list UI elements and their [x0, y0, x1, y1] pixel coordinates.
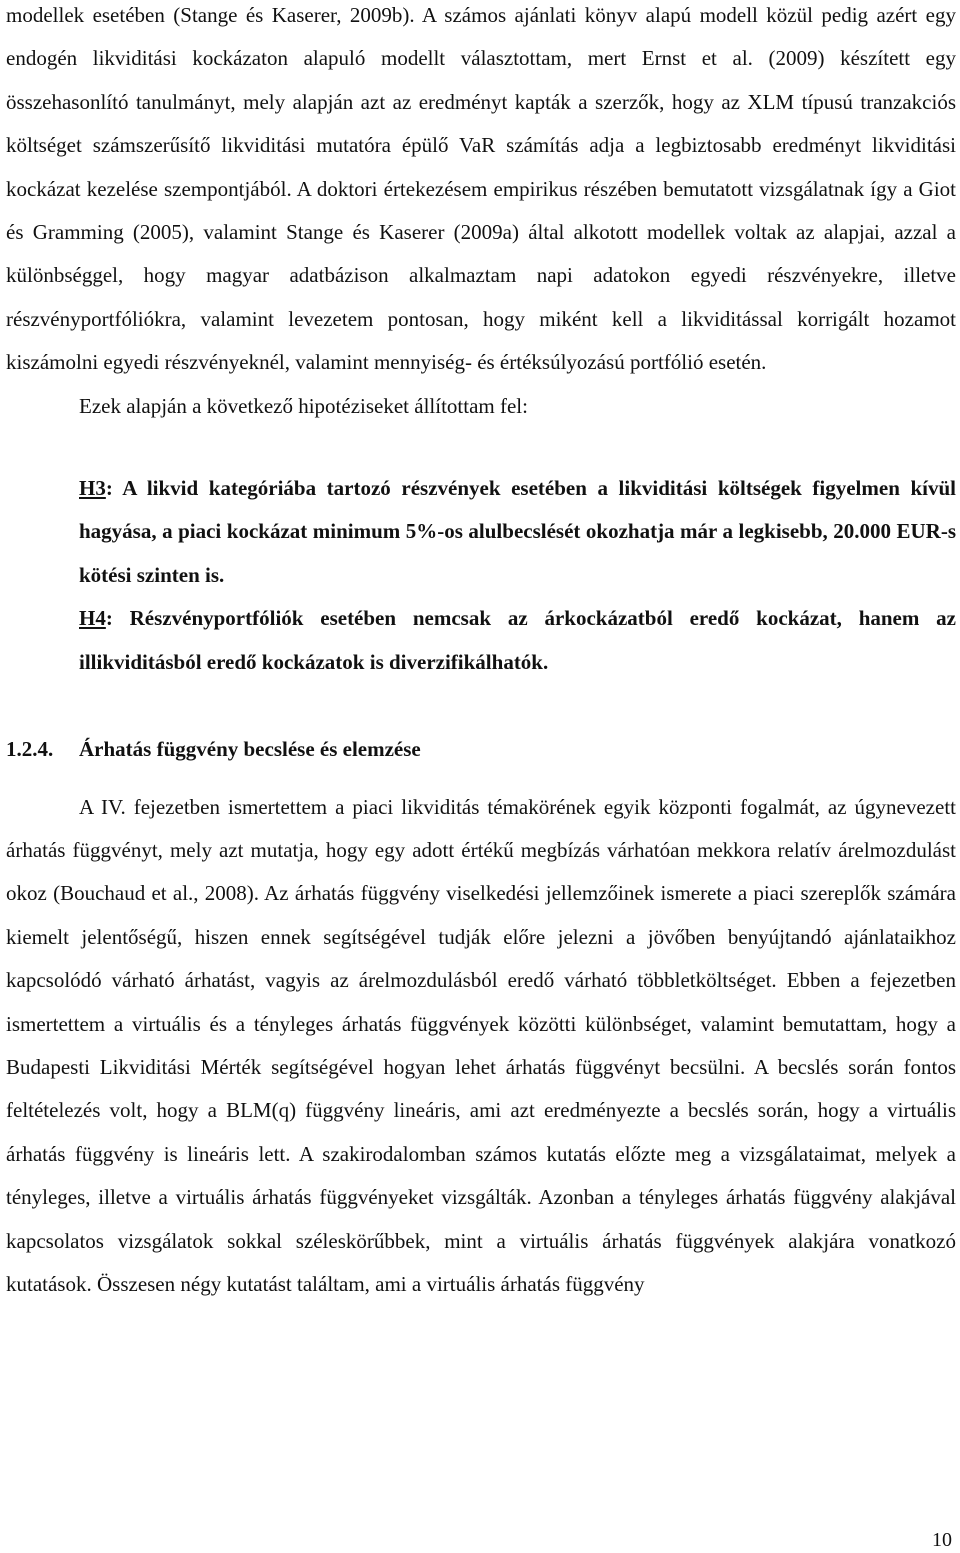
document-page: [6, 0, 956, 1306]
intro-paragraph: modellek esetében (Stange és Kaserer, 2009b). A számos ajánlati könyv alapú modell közül pedig azért egy endogén likviditási kockázaton alapuló modellt választottam, mert Ernst et al. (2009) készített egy összehasonlító tanulmányt, mely alapján azt az eredményt kapták a szerzők, hogy az XLM típusú tranzakciós költséget számszerűsítő likviditási mutatóra épülő VaR számítás adja a legbiztosabb eredményt likviditási kockázat kezelése szempontjából. A doktori értekezésem empirikus részében bemutatott vizsgálatnak így a Giot és Gramming (2005), valamint Stange és Kaserer (2009a) által alkotott modellek voltak az alapjai, azzal a különbséggel, hogy magyar adatbázison alkalmaztam napi adatokon egyedi részvényekre, illetve részvényportfóliókra, valamint levezetem pontosan, hogy miként kell a likviditással korrigált hozamot kiszámolni egyedi részvényeknél, valamint mennyiség- és értéksúlyozású portfólió esetén.: [6, 3, 956, 375]
hypothesis-h4: [79, 597, 956, 684]
hypothesis-code: H4: [79, 606, 106, 631]
hypotheses-block: [79, 467, 956, 684]
page-number: 10: [932, 1529, 952, 1551]
section-heading: [6, 728, 956, 771]
hypothesis-code: H3: [79, 476, 106, 501]
section-title: Árhatás függvény becslése és elemzése: [79, 737, 421, 762]
hypotheses-lead-sentence: Ezek alapján a következő hipotéziseket állítottam fel:: [79, 393, 528, 418]
hypothesis-text: : A likvid kategóriába tartozó részvények esetében a likviditási költségek figyelmen kívül hagyása, a piaci kockázat minimum 5%-os alulbecslését okozhatja már a legkisebb, 20.000 EUR-s kötési szinten is.: [79, 476, 956, 587]
section-body-paragraph: A IV. fejezetben ismertettem a piaci likviditás témakörének egyik központi fogalmát, az úgynevezett árhatás függvényt, mely azt mutatja, hogy egy adott értékű megbízás várhatóan mekkora relatív árelmozdulást okoz (Bouchaud et al., 2008). Az árhatás függvény viselkedési jellemzőinek ismerete a piaci szereplők számára kiemelt jelentőségű, hiszen ennek segítségével tudják előre jelezni a jövőben benyújtandó ajánlataikhoz kapcsolódó várható árhatást, vagyis az árelmozdulásból eredő várható többletköltséget. Ebben a fejezetben ismertettem a virtuális és a tényleges árhatás függvények közötti különbséget, valamint bemutattam, hogy a Budapesti Likviditási Mérték segítségével hogyan lehet árhatás függvényt becsülni. A becslés során fontos feltételezés volt, hogy a BLM(q) függvény lineáris, ami azt eredményezte a becslés során, hogy a virtuális árhatás függvény is lineáris lett. A szakirodalomban számos kutatás előzte meg a vizsgálataimat, melyek a tényleges, illetve a virtuális árhatás függvényeket vizsgálták. Azonban a tényleges árhatás függvény alakjával kapcsolatos vizsgálatok sokkal széleskörűbbek, mint a virtuális árhatás függvények alakjára vonatkozó kutatások. Összesen négy kutatást találtam, ami a virtuális árhatás függvény: [6, 794, 956, 1296]
hypothesis-h3: [79, 467, 956, 597]
hypothesis-text: : Részvényportfóliók esetében nemcsak az árkockázatból eredő kockázat, hanem az illikviditásból eredő kockázatok is diverzifikálhatók.: [79, 606, 956, 674]
section-number: 1.2.4.: [6, 737, 54, 762]
